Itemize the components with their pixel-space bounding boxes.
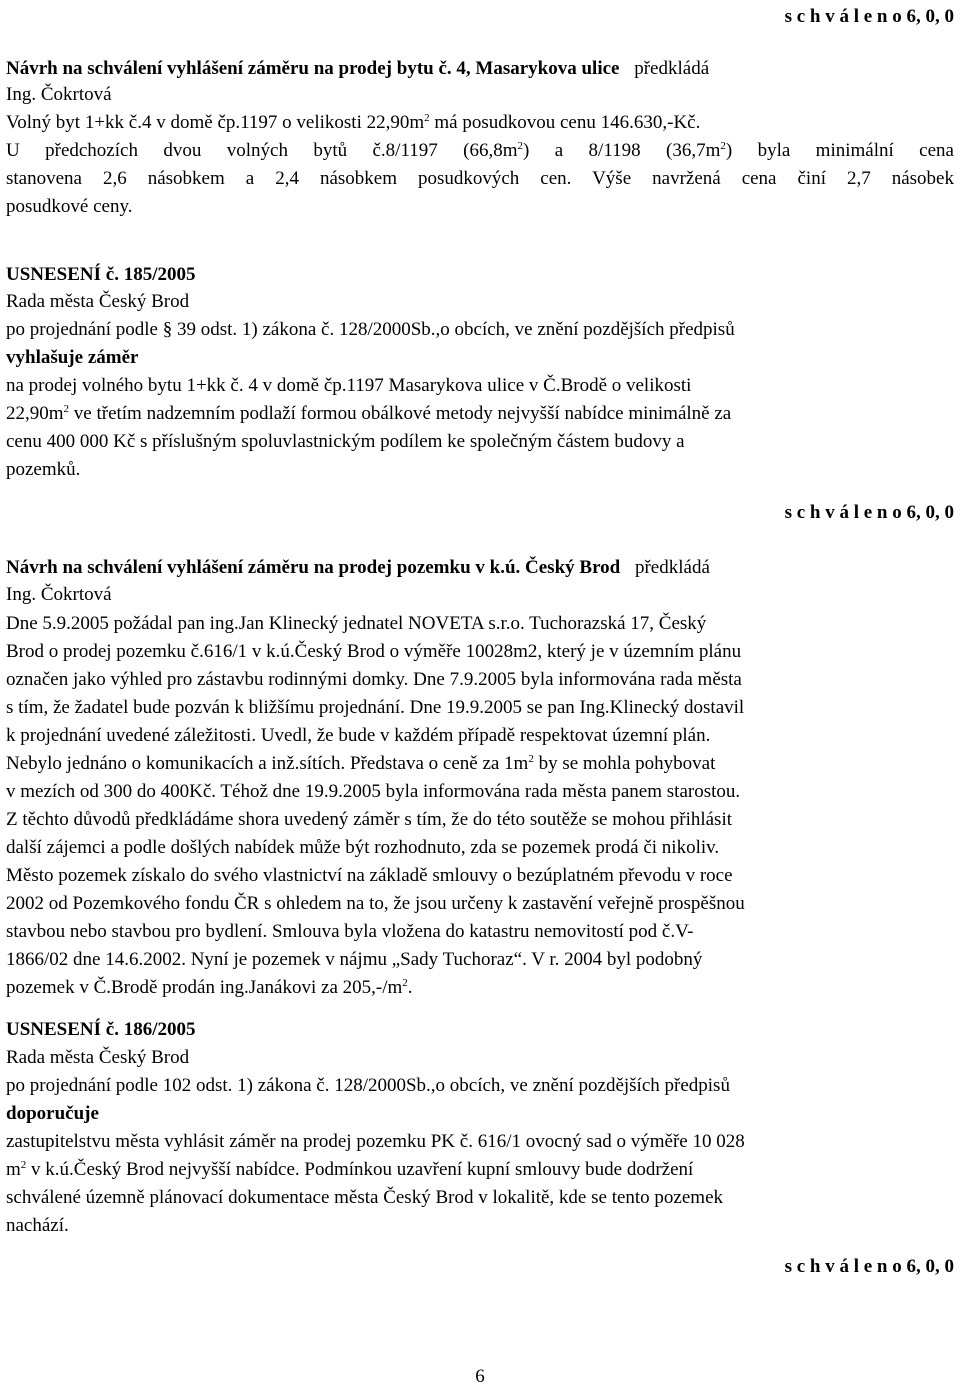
section2-line: Nebylo jednáno o komunikacích a inž.sítích. Představa o ceně za $1m^2$ by se mohla pohybovat	[6, 753, 716, 774]
section1-paragraph-line3: stanovena 2,6 násobkem a 2,4 násobkem posudkových cen. Výše navržená cena činí 2,7 násobek	[6, 168, 954, 189]
section2-line: Dne 5.9.2005 požádal pan ing.Jan Klinecký jednatel NOVETA s.r.o. Tuchorazská 17, Český	[6, 613, 707, 634]
resolution-185-title: USNESENÍ č. 185/2005	[6, 264, 196, 285]
section2-presenter: předkládá	[634, 557, 710, 578]
resolution-186-verb: doporučuje	[6, 1103, 99, 1124]
section2-line: v mezích od 300 do 400Kč. Téhož dne 19.9.2005 byla informována rada města panem starostou.	[6, 781, 741, 802]
resolution-186-line1: po projednání podle 102 odst. 1) zákona č. 128/2000Sb.,o obcích, ve znění pozdějších předpisů	[6, 1075, 730, 1096]
section1-paragraph-line1: Volný byt 1+kk č.4 v domě čp.1197 o velikosti $22,90m^2$ má posudkovou cenu 146.630,-Kč.	[6, 112, 701, 133]
resolution-185-line1: po projednání podle § 39 odst. 1) zákona č. 128/2000Sb.,o obcích, ve znění pozdějších předpisů	[6, 319, 735, 340]
section2-line: stavbou nebo stavbou pro bydlení. Smlouva byla vložena do katastru nemovitostí pod č.V-	[6, 921, 694, 942]
resolution-186-line5: nachází.	[6, 1215, 69, 1236]
section2-line: označen jako výhled pro zástavbu rodinnými domky. Dne 7.9.2005 byla informována rada města	[6, 669, 742, 690]
resolution-185-line3: $22,90m^2$ ve třetím nadzemním podlaží formou obálkové metody nejvyšší nabídce minimálně za	[6, 403, 732, 424]
resolution-185-line4: cenu 400 000 Kč s příslušným spoluvlastnickým podílem ke společným částem budovy a	[6, 431, 685, 452]
resolution-186-line2: zastupitelstvu města vyhlásit záměr na prodej pozemku PK č. 616/1 ovocný sad o výměře 10 028	[6, 1131, 745, 1152]
resolution-186-line3: $m^2$ v k.ú.Český Brod nejvyšší nabídce. Podmínkou uzavření kupní smlouvy bude dodržení	[6, 1159, 694, 1180]
section1-paragraph-line2: U předchozích dvou volných bytů č.8/1197 $(66,8m^2)$ a 8/1198 $(36,7m^2)$ byla minimální cena	[6, 140, 954, 161]
section2-line: Z těchto důvodů předkládáme shora uvedený záměr s tím, že do této soutěže se mohou přihlásit	[6, 809, 733, 830]
resolution-185-line5: pozemků.	[6, 459, 81, 480]
section2-line: Město pozemek získalo do svého vlastnictví na základě smlouvy o bezúplatném převodu v roce	[6, 865, 733, 886]
resolution-185-line2: na prodej volného bytu 1+kk č. 4 v domě čp.1197 Masarykova ulice v Č.Brodě o velikosti	[6, 375, 692, 396]
page-number: 6	[475, 1366, 485, 1387]
section2-title: Návrh na schválení vyhlášení záměru na prodej pozemku v k.ú. Český Brod	[6, 557, 621, 578]
resolution-185-verb: vyhlašuje záměr	[6, 347, 139, 368]
section2-line: k projednání uvedené záležitosti. Uvedl, že bude v každém případě respektovat územní plán.	[6, 725, 711, 746]
section2-line: s tím, že žadatel bude pozván k bližšímu projednání. Dne 19.9.2005 se pan Ing.Klinecký dostavil	[6, 697, 745, 718]
resolution-186-council: Rada města Český Brod	[6, 1047, 190, 1068]
section1-presenter-name: Ing. Čokrtová	[6, 84, 112, 105]
approved-stamp-2: s c h v á l e n o 6, 0, 0	[784, 1256, 954, 1277]
approved-stamp-top: s c h v á l e n o 6, 0, 0	[784, 6, 954, 27]
section2-line: Brod o prodej pozemku č.616/1 v k.ú.Český Brod o výměře 10028m2, který je v územním plánu	[6, 641, 742, 662]
section2-heading	[6, 555, 710, 581]
section1-title: Návrh na schválení vyhlášení záměru na prodej bytu č. 4, Masarykova ulice	[6, 58, 620, 79]
section2-line: 1866/02 dne 14.6.2002. Nyní je pozemek v nájmu „Sady Tuchoraz“. V r. 2004 byl podobný	[6, 949, 703, 970]
section2-line: pozemek v Č.Brodě prodán ing.Janákovi za $205,-/m^2$.	[6, 977, 413, 998]
section1-presenter: předkládá	[634, 58, 710, 79]
resolution-186-line4: schválené územně plánovací dokumentace města Český Brod v lokalitě, kde se tento pozemek	[6, 1187, 724, 1208]
resolution-185-council: Rada města Český Brod	[6, 291, 190, 312]
resolution-186-title: USNESENÍ č. 186/2005	[6, 1019, 196, 1040]
section1-heading	[6, 56, 709, 82]
section2-line: další zájemci a podle došlých nabídek může být rozhodnuto, zda se pozemek prodá či nikoliv.	[6, 837, 720, 858]
approved-stamp-1: s c h v á l e n o 6, 0, 0	[784, 502, 954, 523]
section2-line: 2002 od Pozemkového fondu ČR s ohledem na to, že jsou určeny k zastavění veřejně prospěšnou	[6, 893, 745, 914]
section1-paragraph-line4: posudkové ceny.	[6, 196, 133, 217]
section2-presenter-name: Ing. Čokrtová	[6, 584, 112, 605]
